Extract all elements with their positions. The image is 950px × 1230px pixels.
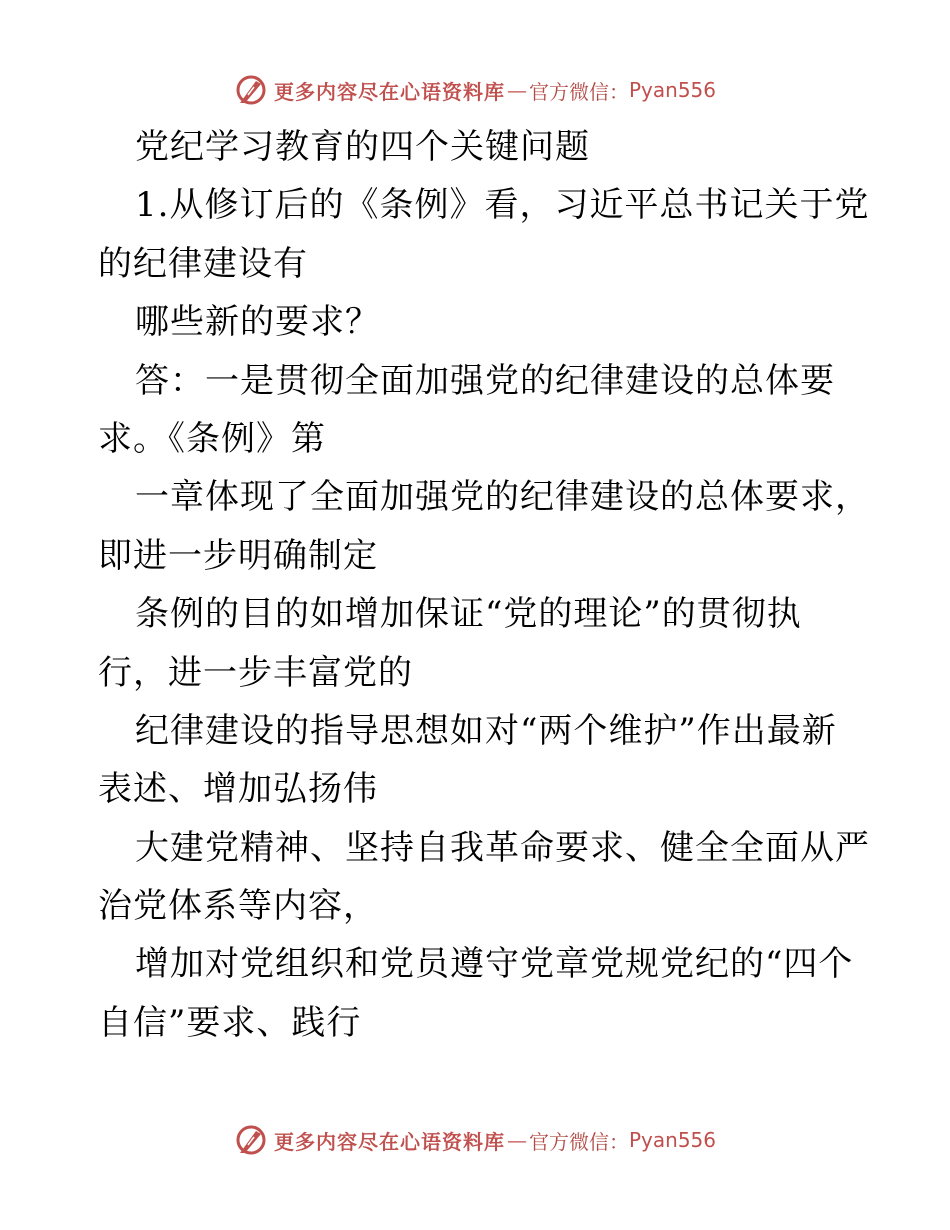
paragraph-line: 求。《条例》第 <box>98 418 326 459</box>
paragraph-line: 哪些新的要求？ <box>135 302 380 343</box>
quill-circle-icon <box>234 1123 268 1157</box>
document-title: 党纪学习教育的四个关键问题 <box>135 127 590 167</box>
paragraph-line: 行，进一步丰富党的 <box>98 652 413 693</box>
paragraph-line: 表述、增加弘扬伟 <box>98 769 378 810</box>
watermark-wechat-label: 官方微信： <box>528 1129 629 1154</box>
paragraph-line: 自信”要求、践行 <box>98 1002 362 1043</box>
paragraph-line: 1.从修订后的《条例》看，习近平总书记关于党 <box>135 185 870 226</box>
watermark-dash: — <box>506 78 527 102</box>
paragraph-line: 纪律建设的指导思想如对“两个维护”作出最新 <box>135 710 837 751</box>
paragraph-line: 一章体现了全面加强党的纪律建设的总体要求， <box>135 477 870 518</box>
header-watermark <box>0 70 950 110</box>
paragraph-line: 即进一步明确制定 <box>98 535 378 576</box>
paragraph-line: 的纪律建设有 <box>98 243 308 284</box>
watermark-wechat-label: 官方微信： <box>528 79 629 104</box>
footer-watermark <box>0 1120 950 1160</box>
quill-circle-icon <box>234 73 268 107</box>
watermark-wechat-id: Pyan556 <box>628 78 716 102</box>
paragraph-line: 大建党精神、坚持自我革命要求、健全全面从严 <box>135 827 870 868</box>
paragraph-line: 答：一是贯彻全面加强党的纪律建设的总体要 <box>135 360 835 401</box>
paragraph-line: 增加对党组织和党员遵守党章党规党纪的“四个 <box>135 944 854 985</box>
watermark-dash: — <box>506 1128 527 1152</box>
watermark-brand: 更多内容尽在心语资料库 <box>273 1129 505 1154</box>
watermark-brand: 更多内容尽在心语资料库 <box>273 79 505 104</box>
document-body <box>98 118 870 1052</box>
paragraph-line: 治党体系等内容， <box>98 886 378 927</box>
paragraph-line: 条例的目的如增加保证“党的理论”的贯彻执 <box>135 594 802 635</box>
watermark-wechat-id: Pyan556 <box>628 1128 716 1152</box>
